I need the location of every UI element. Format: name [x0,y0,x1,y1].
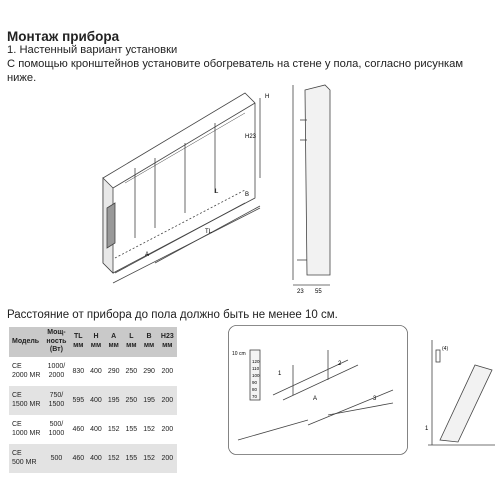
scale-110: 110 [252,366,260,371]
table-header-cell: TL мм [69,327,87,357]
instruction-line-1: 1. Настенный вариант установки [7,44,178,56]
bracket-mounting-detail [228,325,408,455]
table-cell: 200 [158,444,177,473]
table-cell: 155 [123,444,141,473]
table-cell: 195 [140,386,158,415]
table-row [9,415,177,444]
dim-label-l: L [215,189,219,195]
instruction-line-2: С помощью кронштейнов установите обогреватель на стене у пола, согласно рисункам [7,58,464,70]
table-cell: 152 [105,444,123,473]
scale-90: 90 [252,380,258,385]
table-cell: CE 1000 MR [12,421,41,437]
table-cell: 200 [158,386,177,415]
label-1b: 1 [425,426,429,432]
table-row [9,357,177,386]
dim-label-b: B [245,192,250,198]
scale-120: 120 [252,359,260,364]
table-cell: 155 [125,425,138,433]
table-cell: 460 [69,444,87,473]
table-cell: 500/ 1000 [48,421,65,437]
specification-table [9,327,177,473]
table-cell: 290 [107,367,120,375]
table-cell: CE 2000 MR [12,363,41,379]
label-1: 1 [278,371,282,377]
table-cell: CE 1500 MR [9,386,43,415]
scale-80: 80 [252,387,258,392]
label-4: (4) [442,346,449,352]
section-heading: Монтаж прибора [7,29,120,44]
instruction-line-3: ниже. [7,72,37,84]
table-cell: 400 [87,386,105,415]
table-cell: 152 [107,425,120,433]
heater-perspective-drawing [95,78,275,293]
table-cell: 152 [143,425,155,433]
heater-side-profile-drawing [285,80,340,295]
dim-label-tl: TL [205,229,213,235]
label-10cm: 10 cm [232,351,246,357]
distance-note: Расстояние от прибора до пола должно быть не менее 10 см. [7,309,338,321]
table-cell: 400 [90,367,102,375]
table-cell: 200 [161,367,174,375]
table-header-row [9,327,177,357]
table-cell: 250 [125,367,138,375]
label-3: 3 [373,396,377,402]
table-cell: 195 [105,386,123,415]
table-cell: 200 [161,425,174,433]
table-cell: 750/ 1500 [43,386,69,415]
table-header-cell: A мм [105,327,123,357]
table-cell: 152 [140,444,158,473]
table-row [9,386,177,415]
scale-70: 70 [252,394,258,399]
dim-label-a: A [145,252,150,258]
table-cell: 500 [43,444,69,473]
table-row [9,444,177,473]
table-cell: 290 [143,367,155,375]
table-cell: 595 [69,386,87,415]
tilt-mounting-detail [420,330,498,450]
scale-100: 100 [252,373,260,378]
dim-label-h23: H23 [245,134,257,140]
dim-label-55: 55 [315,289,322,295]
dim-label-23: 23 [297,289,304,295]
table-header-cell: H мм [87,327,105,357]
table-header-cell: Мощ- ность (Вт) [43,327,69,357]
dim-label-h: H [265,94,270,100]
label-a: A [313,396,318,402]
table-header-cell: Модель [9,327,43,357]
table-cell: 830 [72,367,85,375]
label-2: 2 [338,361,342,367]
table-cell: 460 [72,425,85,433]
table-cell: 1000/ 2000 [47,363,66,379]
table-header-cell: H23 мм [158,327,177,357]
table-cell: 400 [87,444,105,473]
table-header-cell: B мм [140,327,158,357]
table-cell: 400 [90,425,102,433]
table-header-cell: L мм [123,327,141,357]
table-cell: 250 [123,386,141,415]
table-cell: CE 500 MR [9,444,43,473]
